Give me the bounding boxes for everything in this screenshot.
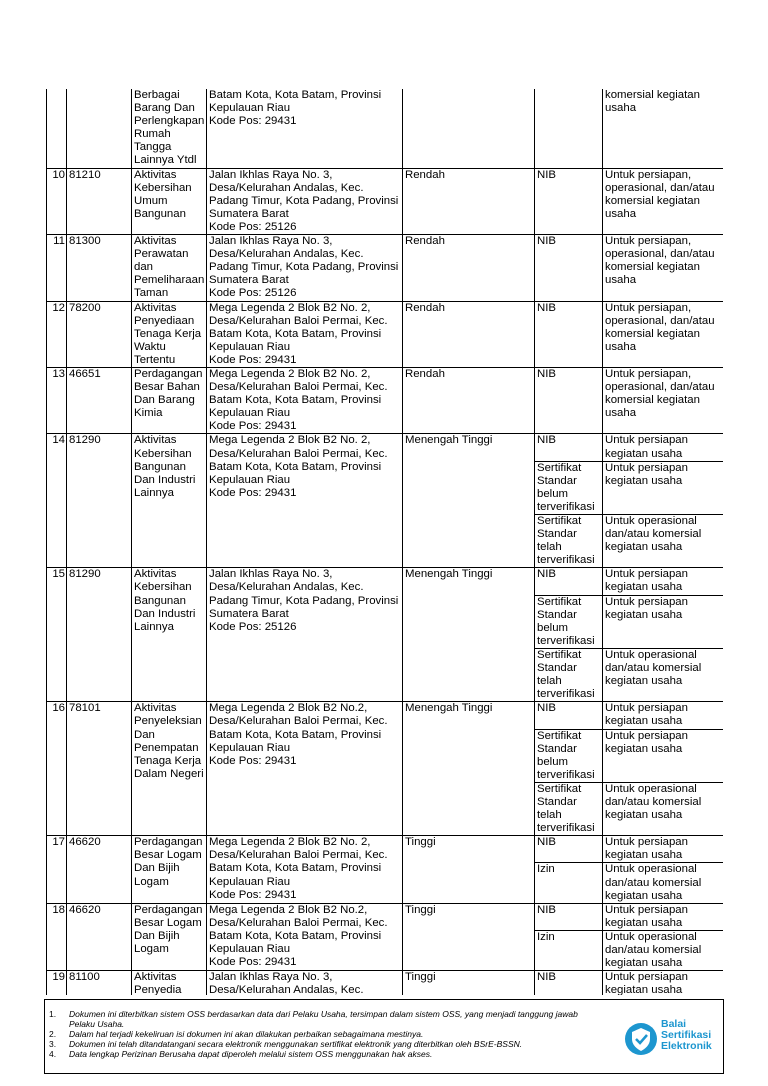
permit-purpose: Untuk persiapan, operasional, dan/atau komersial kegiatan usaha xyxy=(603,367,724,433)
permit-table-container xyxy=(46,89,723,995)
risk-level: Menengah Tinggi xyxy=(403,434,535,568)
permit-type: NIB xyxy=(535,903,603,930)
permit-type: NIB xyxy=(535,235,603,301)
business-address: Mega Legenda 2 Blok B2 No. 2, Desa/Kelurahan Baloi Permai, Kec. Batam Kota, Kota Batam, Provinsi Kepulauan Riau Kode Pos: 29431 xyxy=(207,301,403,367)
business-activity: Aktivitas Kebersihan Bangunan Dan Industri Lainnya xyxy=(132,568,207,702)
note-text: Data lengkap Perizinan Berusaha dapat diperoleh melalui sistem OSS menggunakan hak akses. xyxy=(69,1049,433,1059)
kbli-code: 78101 xyxy=(67,702,132,836)
permit-type: Sertifikat Standar telah terverifikasi xyxy=(535,648,603,701)
risk-level: Rendah xyxy=(403,301,535,367)
permit-purpose: Untuk persiapan kegiatan usaha xyxy=(603,568,724,595)
logo-line: Elektronik xyxy=(661,1040,712,1052)
permit-purpose: Untuk persiapan kegiatan usaha xyxy=(603,461,724,514)
note-text: Dokumen ini diterbitkan sistem OSS berdasarkan data dari Pelaku Usaha, tersimpan dalam sistem OSS, yang menjadi tanggung jawab Pelaku Usaha. xyxy=(69,1009,578,1029)
business-address: Mega Legenda 2 Blok B2 No. 2, Desa/Kelurahan Baloi Permai, Kec. Batam Kota, Kota Batam, Provinsi Kepulauan Riau Kode Pos: 29431 xyxy=(207,836,403,903)
permit-purpose: Untuk operasional dan/atau komersial kegiatan usaha xyxy=(603,930,724,970)
business-activity: Aktivitas Kebersihan Bangunan Dan Industri Lainnya xyxy=(132,434,207,568)
bsre-logo xyxy=(623,1017,723,1057)
business-activity: Aktivitas Kebersihan Umum Bangunan xyxy=(132,168,207,234)
row-number: 10 xyxy=(47,168,67,234)
permit-table-body xyxy=(47,89,724,995)
kbli-code: 81290 xyxy=(67,568,132,702)
row-number: 11 xyxy=(47,235,67,301)
row-number: 16 xyxy=(47,702,67,836)
business-address: Jalan Ikhlas Raya No. 3, Desa/Kelurahan Andalas, Kec. xyxy=(207,971,403,995)
row-number: 14 xyxy=(47,434,67,568)
footer-notes-box xyxy=(44,999,724,1074)
business-address: Jalan Ikhlas Raya No. 3, Desa/Kelurahan Andalas, Kec. Padang Timur, Kota Padang, Provinsi Sumatera Barat Kode Pos: 25126 xyxy=(207,568,403,702)
permit-type: Sertifikat Standar telah terverifikasi xyxy=(535,782,603,835)
business-activity: Aktivitas Penyediaan Tenaga Kerja Waktu Tertentu xyxy=(132,301,207,367)
business-address: Mega Legenda 2 Blok B2 No.2, Desa/Kelurahan Baloi Permai, Kec. Batam Kota, Kota Batam, Provinsi Kepulauan Riau Kode Pos: 29431 xyxy=(207,903,403,970)
table-row xyxy=(47,168,724,234)
business-address: Batam Kota, Kota Batam, Provinsi Kepulauan Riau Kode Pos: 29431 xyxy=(207,89,403,168)
risk-level: Tinggi xyxy=(403,971,535,995)
business-activity: Aktivitas Penyedia xyxy=(132,971,207,995)
note-text: Dalam hal terjadi kekeliruan isi dokumen ini akan dilakukan perbaikan sebagaimana mestinya. xyxy=(69,1029,424,1039)
risk-level: Menengah Tinggi xyxy=(403,702,535,836)
table-row xyxy=(47,836,724,863)
bsre-logo-text xyxy=(661,1019,712,1052)
permit-purpose: Untuk persiapan kegiatan usaha xyxy=(603,836,724,863)
risk-level: Menengah Tinggi xyxy=(403,568,535,702)
permit-table xyxy=(46,89,723,995)
permit-type: NIB xyxy=(535,301,603,367)
business-address: Mega Legenda 2 Blok B2 No.2, Desa/Kelurahan Baloi Permai, Kec. Batam Kota, Kota Batam, Provinsi Kepulauan Riau Kode Pos: 29431 xyxy=(207,702,403,836)
permit-purpose: Untuk persiapan, operasional, dan/atau komersial kegiatan usaha xyxy=(603,168,724,234)
permit-type: Sertifikat Standar belum terverifikasi xyxy=(535,595,603,648)
row-number: 17 xyxy=(47,836,67,903)
permit-purpose: Untuk persiapan kegiatan usaha xyxy=(603,702,724,729)
note-number: 3. xyxy=(49,1039,57,1049)
kbli-code xyxy=(67,89,132,168)
permit-type: Izin xyxy=(535,863,603,903)
bsre-shield-icon xyxy=(623,1021,659,1057)
kbli-code: 81290 xyxy=(67,434,132,568)
kbli-code: 81100 xyxy=(67,971,132,995)
table-row xyxy=(47,971,724,995)
table-row xyxy=(47,89,724,168)
kbli-code: 46620 xyxy=(67,903,132,970)
business-activity: Aktivitas Penyeleksian Dan Penempatan Tenaga Kerja Dalam Negeri xyxy=(132,702,207,836)
kbli-code: 81210 xyxy=(67,168,132,234)
table-row xyxy=(47,235,724,301)
permit-purpose: Untuk persiapan kegiatan usaha xyxy=(603,903,724,930)
row-number xyxy=(47,89,67,168)
note-number: 4. xyxy=(49,1049,57,1059)
permit-purpose: Untuk persiapan kegiatan usaha xyxy=(603,729,724,782)
note-text: Dokumen ini telah ditandatangani secara elektronik menggunakan sertifikat elektronik yang diterbitkan oleh BSrE-BSSN. xyxy=(69,1039,523,1049)
risk-level xyxy=(403,89,535,168)
footer-note xyxy=(45,1039,605,1049)
business-address: Jalan Ikhlas Raya No. 3, Desa/Kelurahan Andalas, Kec. Padang Timur, Kota Padang, Provinsi Sumatera Barat Kode Pos: 25126 xyxy=(207,235,403,301)
risk-level: Rendah xyxy=(403,367,535,433)
permit-purpose: Untuk persiapan kegiatan usaha xyxy=(603,595,724,648)
kbli-code: 46651 xyxy=(67,367,132,433)
table-row xyxy=(47,702,724,729)
permit-type: NIB xyxy=(535,168,603,234)
permit-type: NIB xyxy=(535,702,603,729)
business-address: Mega Legenda 2 Blok B2 No. 2, Desa/Kelurahan Baloi Permai, Kec. Batam Kota, Kota Batam, Provinsi Kepulauan Riau Kode Pos: 29431 xyxy=(207,367,403,433)
permit-type xyxy=(535,89,603,168)
row-number: 15 xyxy=(47,568,67,702)
business-address: Mega Legenda 2 Blok B2 No. 2, Desa/Kelurahan Baloi Permai, Kec. Batam Kota, Kota Batam, Provinsi Kepulauan Riau Kode Pos: 29431 xyxy=(207,434,403,568)
row-number: 19 xyxy=(47,971,67,995)
business-activity: Perdagangan Besar Logam Dan Bijih Logam xyxy=(132,836,207,903)
risk-level: Tinggi xyxy=(403,836,535,903)
business-activity: Aktivitas Perawatan dan Pemeliharaan Taman xyxy=(132,235,207,301)
permit-purpose: Untuk persiapan, operasional, dan/atau komersial kegiatan usaha xyxy=(603,235,724,301)
risk-level: Rendah xyxy=(403,168,535,234)
business-activity: Berbagai Barang Dan Perlengkapan Rumah Tangga Lainnya Ytdl xyxy=(132,89,207,168)
permit-type: Sertifikat Standar belum terverifikasi xyxy=(535,729,603,782)
row-number: 13 xyxy=(47,367,67,433)
permit-type: Sertifikat Standar telah terverifikasi xyxy=(535,515,603,568)
row-number: 12 xyxy=(47,301,67,367)
footer-note xyxy=(45,1049,605,1059)
logo-line: Sertifikasi xyxy=(661,1029,712,1041)
table-row xyxy=(47,903,724,930)
permit-purpose: Untuk operasional dan/atau komersial kegiatan usaha xyxy=(603,863,724,903)
note-number: 2. xyxy=(49,1029,57,1039)
table-row xyxy=(47,434,724,461)
permit-purpose: Untuk operasional dan/atau komersial kegiatan usaha xyxy=(603,515,724,568)
footer-notes-list xyxy=(45,1000,605,1059)
permit-type: NIB xyxy=(535,568,603,595)
kbli-code: 78200 xyxy=(67,301,132,367)
business-activity: Perdagangan Besar Logam Dan Bijih Logam xyxy=(132,903,207,970)
permit-type: NIB xyxy=(535,836,603,863)
permit-purpose: komersial kegiatan usaha xyxy=(603,89,724,168)
permit-purpose: Untuk persiapan kegiatan usaha xyxy=(603,434,724,461)
note-number: 1. xyxy=(49,1009,57,1019)
permit-type: Izin xyxy=(535,930,603,970)
permit-purpose: Untuk persiapan, operasional, dan/atau komersial kegiatan usaha xyxy=(603,301,724,367)
permit-type: Sertifikat Standar belum terverifikasi xyxy=(535,461,603,514)
table-row xyxy=(47,367,724,433)
footer-note xyxy=(45,1029,605,1039)
permit-type: NIB xyxy=(535,971,603,995)
risk-level: Rendah xyxy=(403,235,535,301)
risk-level: Tinggi xyxy=(403,903,535,970)
kbli-code: 81300 xyxy=(67,235,132,301)
footer-note xyxy=(45,1009,605,1029)
permit-purpose: Untuk operasional dan/atau komersial kegiatan usaha xyxy=(603,782,724,835)
logo-line: Balai xyxy=(661,1018,687,1030)
permit-purpose: Untuk operasional dan/atau komersial kegiatan usaha xyxy=(603,648,724,701)
table-row xyxy=(47,301,724,367)
business-address: Jalan Ikhlas Raya No. 3, Desa/Kelurahan Andalas, Kec. Padang Timur, Kota Padang, Provinsi Sumatera Barat Kode Pos: 25126 xyxy=(207,168,403,234)
permit-type: NIB xyxy=(535,367,603,433)
table-row xyxy=(47,568,724,595)
permit-purpose: Untuk persiapan kegiatan usaha xyxy=(603,971,724,995)
permit-type: NIB xyxy=(535,434,603,461)
business-activity: Perdagangan Besar Bahan Dan Barang Kimia xyxy=(132,367,207,433)
row-number: 18 xyxy=(47,903,67,970)
kbli-code: 46620 xyxy=(67,836,132,903)
